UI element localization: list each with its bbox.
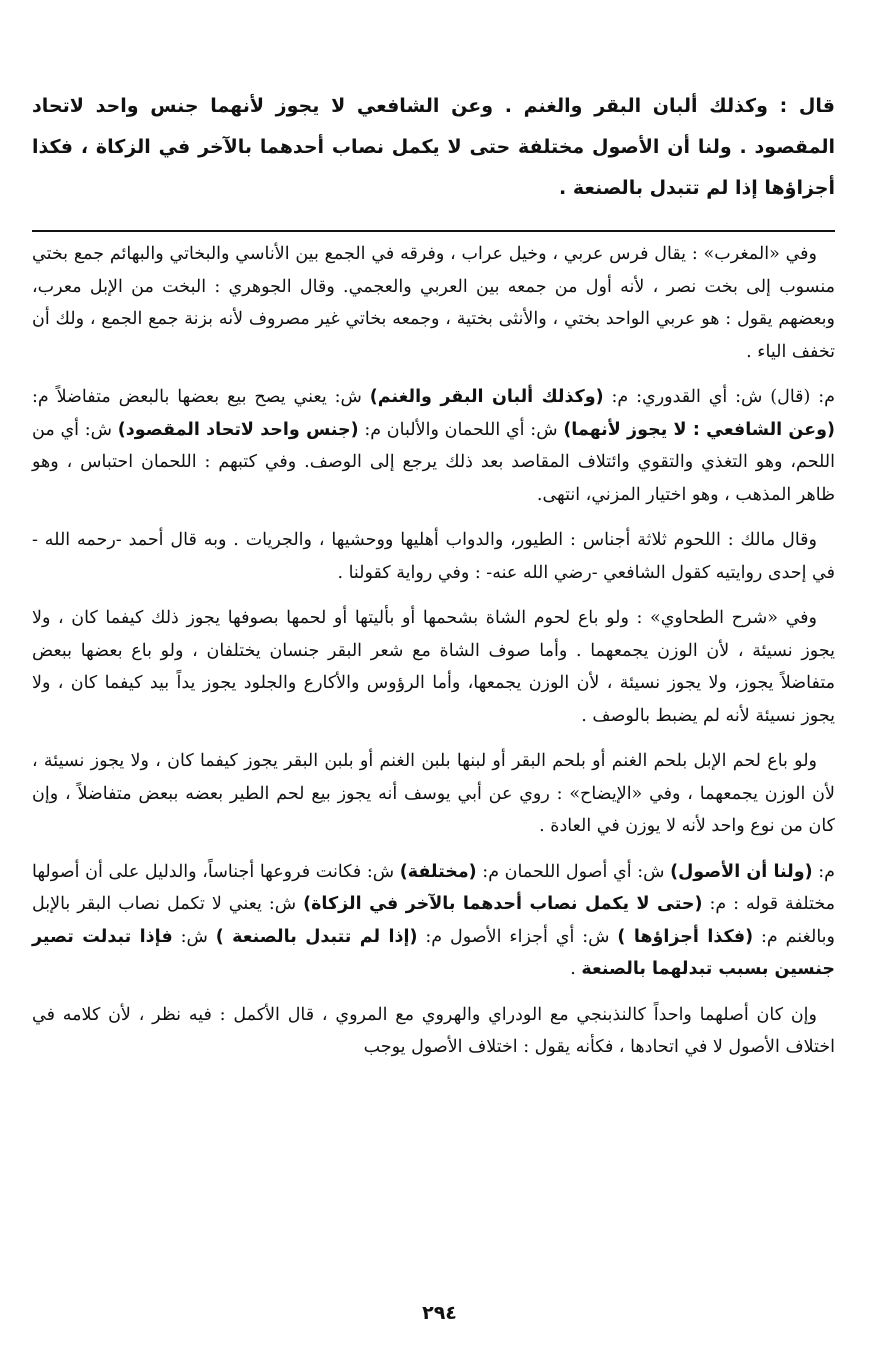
quoted-matn: (وكذلك ألبان البقر والغنم) <box>369 387 604 407</box>
text-segment: ش: فكانت فروعها أجناساً، والدليل على أن أصولها مختلفة قوله : م: <box>32 861 836 914</box>
text-segment: ش: <box>172 926 216 947</box>
text-segment: ش: أي من اللحم، وهو التغذي والتقوي وائتلاف المقاصد بعد ذلك يرجع إلى الوصف. وفي كتبهم : اللحمان احتباس ، وهو ظاهر المذهب ، وهو اختيار المزني، انتهى. <box>32 419 835 505</box>
commentary <box>32 238 835 1077</box>
text-segment: ش: أي أجزاء الأصول م: <box>417 926 618 947</box>
emphasized-text: فإذا تبدلت تصير جنسين بسبب تبدلهما بالصنعة <box>32 926 835 979</box>
footnote-divider <box>32 230 835 232</box>
text-segment: ش: يعني لا تكمل نصاب البقر بالإبل وبالغنم م: <box>32 894 835 947</box>
quoted-matn: (إذا لم تتبدل بالصنعة ) <box>215 926 418 947</box>
commentary-paragraph-2 <box>32 381 835 511</box>
quoted-matn: (ولنا أن الأصول) <box>670 861 813 882</box>
commentary-paragraph-4: وفي «شرح الطحاوي» : ولو باع لحوم الشاة بشحمها أو بأليتها أو لحمها بصوفها يجوز ذلك كيفما كان ، ولا يجوز نسيئة ، لأن الوزن يجمعهما . وأما صوف الشاة مع شعر البقر جنسان يختلفان ، ولو باع بعضها ببعض متفاضلاً يجوز، ولا يجوز نسيئة ، لأن الوزن يجمعها، وأما الرؤوس والأكارع والجلود يجوز يداً بيد كيفما كان ، ولا يجوز نسيئة لأنه لم يضبط بالوصف . <box>32 608 835 726</box>
commentary-paragraph-3: وقال مالك : اللحوم ثلاثة أجناس : الطيور، والدواب أهليها ووحشيها ، والجريات . وبه قال أحمد -رحمه الله - في إحدى روايتيه كقول الشافعي -رضي الله عنه- : وفي رواية كقولنا . <box>32 530 835 583</box>
quoted-matn: (جنس واحد لاتحاد المقصود) <box>117 419 359 440</box>
page-number: ٢٩٤ <box>422 1302 457 1324</box>
commentary-paragraph-7: وإن كان أصلهما واحداً كالنذبنجي مع الودراي والهروي مع المروي ، قال الأكمل : فيه نظر ، لأن كلامه في اختلاف الأصول لا في اتحادها ، فكأنه يقول : اختلاف الأصول يوجب <box>32 1004 835 1057</box>
text-segment: . <box>570 959 582 979</box>
commentary-paragraph-1: وفي «المغرب» : يقال فرس عربي ، وخيل عراب ، وفرقه في الجمع بين الأناسي والبخاتي والبهائم جمع بختي منسوب إلى بخت نصر ، لأنه أول من جمعه بين العربي والعجمي. وقال الجوهري : البخت من الإبل معرب، وبعضهم يقول : هو عربي الواحد بختي ، والأنثى بختية ، وجمعه بخاتي غير مصروف لأنه بزنة جمع الجمع ، ولك أن تخفف الياء . <box>32 244 835 362</box>
commentary-paragraph-6 <box>32 856 835 986</box>
text-segment: ش: يعني يصح بيع بعضها بالبعض متفاضلاً م: <box>32 387 370 407</box>
text-segment: ش: أي أصول اللحمان م: <box>476 861 671 882</box>
commentary-paragraph-5: ولو باع لحم الإبل بلحم الغنم أو بلحم البقر أو لبنها بلبن الغنم أو بلبن البقر يجوز كيفما كان ، ولا يجوز نسيئة ، لأن الوزن يجمعهما ، وفي «الإيضاح» : روي عن أبي يوسف أنه يجوز بيع لحم الطير بعضه ببعض متفاضلاً ، وإن كان من نوع واحد لأنه لا يوزن في العادة . <box>32 751 835 836</box>
quoted-matn: (حتى لا يكمل نصاب أحدهما بالآخر في الزكاة) <box>303 894 703 914</box>
quoted-matn: (مختلفة) <box>399 861 477 882</box>
text-segment: ش: أي اللحمان والألبان م: <box>358 419 564 440</box>
quoted-matn: (فكذا أجزاؤها ) <box>617 926 754 947</box>
quoted-matn: (وعن الشافعي : لا يجوز لأنهما) <box>563 419 836 440</box>
text-segment: م: (قال) ش: أي القدوري: م: <box>603 387 835 407</box>
text-segment: م: <box>812 861 835 882</box>
main-text-paragraph: قال : وكذلك ألبان البقر والغنم . وعن الشافعي لا يجوز لأنهما جنس واحد لاتحاد المقصود . ولنا أن الأصول مختلفة حتى لا يكمل نصاب أحدهما بالآخر في الزكاة ، فكذا أجزاؤها إذا لم تتبدل بالصنعة . <box>32 95 835 199</box>
main-text <box>32 86 835 209</box>
